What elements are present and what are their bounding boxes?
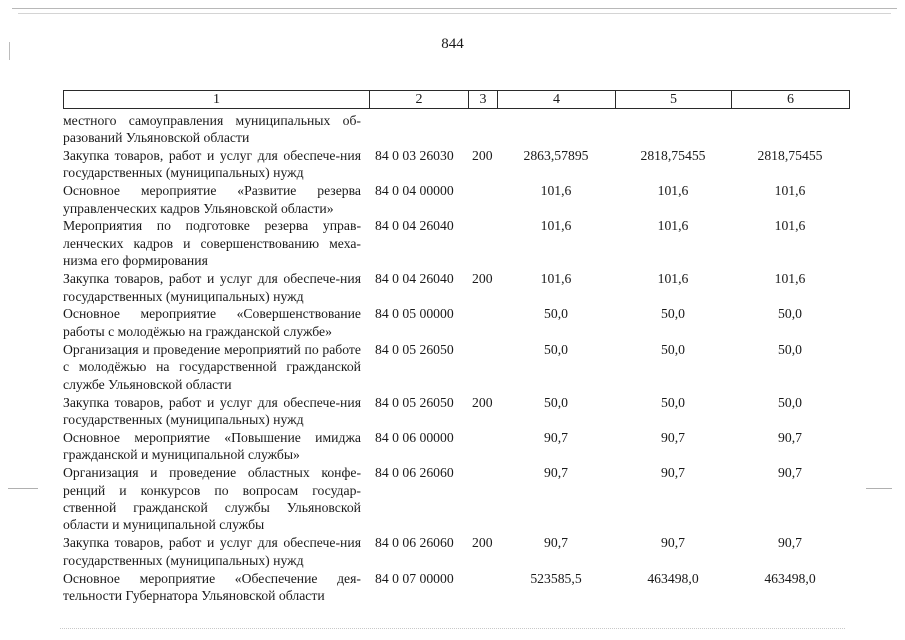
row-code: 84 0 04 00000 <box>375 183 454 199</box>
row-amount-col-4 <box>497 111 615 146</box>
row-expense-type <box>468 569 497 604</box>
row-code: 84 0 04 26040 <box>375 271 454 287</box>
row-amount-col-5: 101,6 <box>657 271 689 287</box>
row-description: Мероприятия по подготовке резерва управ-ленческих кадров и совершенствованию меха-низма его формирования <box>63 218 361 269</box>
header-col-1: 1 <box>64 91 370 109</box>
row-expense-type: 200 <box>472 394 493 410</box>
table-row <box>63 534 849 569</box>
row-expense-type <box>468 111 497 146</box>
table-row <box>63 270 849 305</box>
row-amount-col-5: 101,6 <box>657 218 689 234</box>
row-amount-col-5: 90,7 <box>661 429 685 445</box>
row-code: 84 0 07 00000 <box>375 570 454 586</box>
row-description: Закупка товаров, работ и услуг для обеспече-ния государственных (муниципальных) нужд <box>63 271 361 304</box>
table-row <box>63 305 849 340</box>
row-amount-col-6 <box>731 111 849 146</box>
row-description: Закупка товаров, работ и услуг для обеспече-ния государственных (муниципальных) нужд <box>63 535 361 568</box>
row-amount-col-4: 101,6 <box>540 271 572 287</box>
row-amount-col-6: 101,6 <box>774 183 806 199</box>
row-expense-type <box>468 217 497 270</box>
table-rows <box>63 111 849 604</box>
row-amount-col-4: 101,6 <box>540 183 572 199</box>
row-amount-col-4: 2863,57895 <box>523 147 589 163</box>
row-code <box>369 111 468 146</box>
table-row <box>63 393 849 428</box>
row-code: 84 0 06 26060 <box>375 465 454 481</box>
row-amount-col-6: 2818,75455 <box>757 147 823 163</box>
row-amount-col-5 <box>615 111 731 146</box>
row-expense-type: 200 <box>472 271 493 287</box>
scan-top-rule-faint <box>18 13 891 14</box>
row-amount-col-4: 90,7 <box>544 535 568 551</box>
row-expense-type: 200 <box>472 535 493 551</box>
row-amount-col-4: 50,0 <box>544 341 568 357</box>
row-amount-col-5: 101,6 <box>657 183 689 199</box>
header-col-2: 2 <box>370 91 469 109</box>
row-expense-type <box>468 340 497 393</box>
row-amount-col-6: 101,6 <box>774 271 806 287</box>
row-amount-col-5: 463498,0 <box>647 570 699 586</box>
row-amount-col-4: 90,7 <box>544 465 568 481</box>
row-amount-col-5: 2818,75455 <box>640 147 706 163</box>
table-row <box>63 464 849 534</box>
row-expense-type <box>468 428 497 463</box>
scan-margin-dash <box>866 488 892 489</box>
row-amount-col-6: 50,0 <box>778 341 802 357</box>
table-row <box>63 217 849 270</box>
row-code: 84 0 04 26040 <box>375 218 454 234</box>
row-amount-col-6: 463498,0 <box>764 570 816 586</box>
header-col-5: 5 <box>616 91 732 109</box>
row-description: местного самоуправления муниципальных об-разований Ульяновской области <box>63 112 361 145</box>
row-code: 84 0 03 26030 <box>375 147 454 163</box>
row-code: 84 0 06 26060 <box>375 535 454 551</box>
row-description: Организация и проведение мероприятий по работе с молодёжью на государственной гражданской службе Ульяновской области <box>63 341 361 392</box>
table-row <box>63 111 849 146</box>
scan-bottom-noise <box>60 628 845 629</box>
row-amount-col-6: 101,6 <box>774 218 806 234</box>
budget-table-body <box>63 111 849 604</box>
table-row <box>63 340 849 393</box>
table-row <box>63 146 849 181</box>
row-amount-col-5: 90,7 <box>661 535 685 551</box>
row-expense-type <box>468 182 497 217</box>
row-description: Основное мероприятие «Развитие резерва управленческих кадров Ульяновской области» <box>63 183 361 216</box>
row-amount-col-6: 90,7 <box>778 465 802 481</box>
row-amount-col-6: 90,7 <box>778 535 802 551</box>
row-code: 84 0 06 00000 <box>375 429 454 445</box>
header-col-6: 6 <box>732 91 850 109</box>
row-description: Закупка товаров, работ и услуг для обеспече-ния государственных (муниципальных) нужд <box>63 147 361 181</box>
row-amount-col-4: 101,6 <box>540 218 572 234</box>
row-amount-col-5: 50,0 <box>661 394 685 410</box>
header-col-3: 3 <box>469 91 498 109</box>
row-description: Основное мероприятие «Обеспечение дея-тельности Губернатора Ульяновской области <box>63 570 361 603</box>
row-expense-type: 200 <box>472 147 493 163</box>
row-amount-col-6: 90,7 <box>778 429 802 445</box>
row-amount-col-5: 90,7 <box>661 465 685 481</box>
row-description: Основное мероприятие «Совершенствование работы с молодёжью на гражданской службе» <box>63 306 361 339</box>
row-amount-col-4: 90,7 <box>544 429 568 445</box>
scan-top-rule <box>12 8 897 9</box>
row-expense-type <box>468 305 497 340</box>
table-row <box>63 182 849 217</box>
scan-margin-dash <box>8 488 38 489</box>
row-amount-col-5: 50,0 <box>661 306 685 322</box>
row-description: Закупка товаров, работ и услуг для обеспече-ния государственных (муниципальных) нужд <box>63 394 361 427</box>
row-amount-col-5: 50,0 <box>661 341 685 357</box>
row-amount-col-4: 50,0 <box>544 306 568 322</box>
row-amount-col-6: 50,0 <box>778 394 802 410</box>
row-code: 84 0 05 26050 <box>375 394 454 410</box>
row-amount-col-6: 50,0 <box>778 306 802 322</box>
row-code: 84 0 05 26050 <box>375 341 454 357</box>
row-amount-col-4: 50,0 <box>544 394 568 410</box>
table-row <box>63 428 849 463</box>
table-row <box>63 569 849 604</box>
row-code: 84 0 05 00000 <box>375 306 454 322</box>
header-col-4: 4 <box>498 91 616 109</box>
row-expense-type <box>468 464 497 534</box>
row-description: Основное мероприятие «Повышение имиджа гражданской и муниципальной службы» <box>63 429 361 463</box>
row-description: Организация и проведение областных конфе-ренций и конкурсов по вопросам государ-ственной гражданской службы Ульяновской области и муниципальной службы <box>63 465 361 533</box>
page-number: 844 <box>441 36 464 52</box>
row-amount-col-4: 523585,5 <box>530 570 582 586</box>
table-header <box>63 90 850 109</box>
